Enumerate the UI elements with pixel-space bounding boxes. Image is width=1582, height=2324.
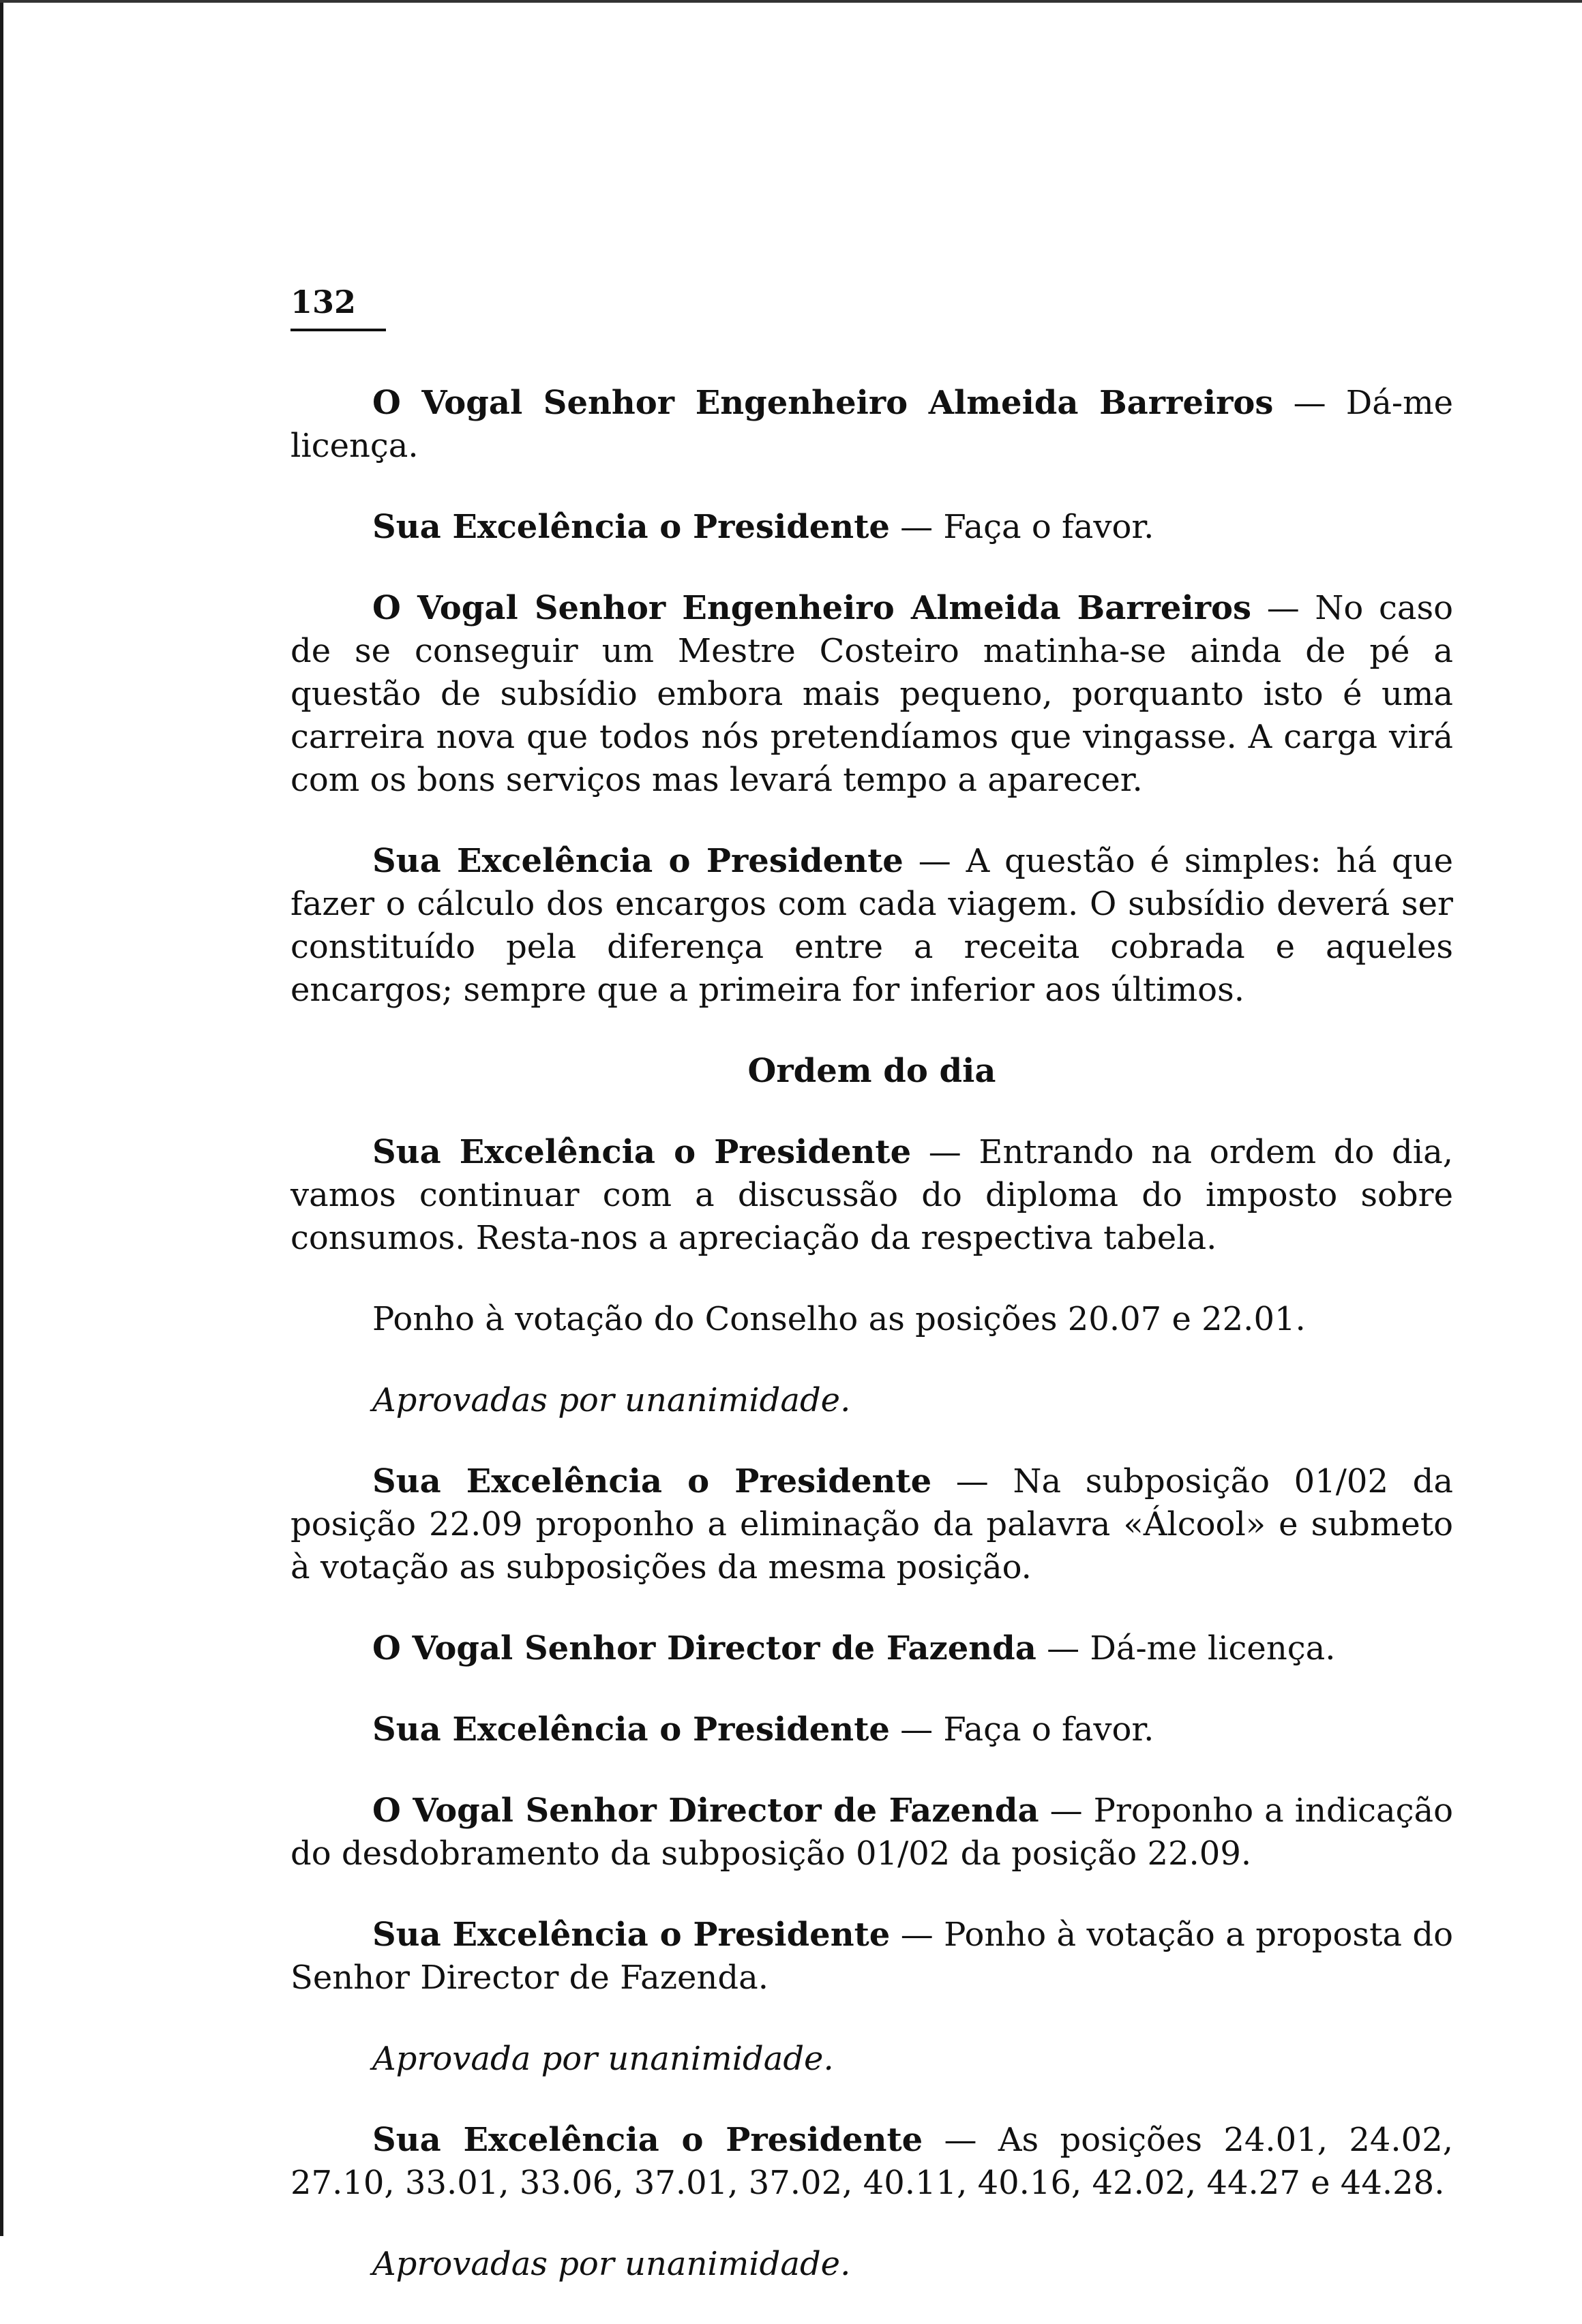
speech-text: — As posições 24.01, 24.02, 27.10, 33.01, 33.06, 37.01, 37.02, 40.11, 40.16, 42.02, 44.27 e 44.28. [290, 2121, 1454, 2202]
speech-text: — Ponho à votação a proposta do Senhor Director de Fazenda. [290, 1916, 1453, 1997]
vote-result: Aprovadas por unanimidade. [372, 1381, 851, 1419]
speech-text: — Proponho a indicação do desdobramento da subposição 01/02 da posição 22.09. [290, 1792, 1454, 1873]
speech-text: — Faça o favor. [889, 1710, 1154, 1749]
speaker-name: Sua Excelência o Presidente [372, 2121, 923, 2159]
paragraph: Ponho à votação do Conselho as posições 20.07 e 22.01. [372, 1300, 1306, 1338]
speaker-name: O Vogal Senhor Engenheiro Almeida Barreiros [372, 589, 1252, 627]
vote-result: Aprovadas por unanimidade. [372, 2245, 851, 2283]
paragraph [290, 1790, 1453, 1875]
paragraph [290, 382, 1453, 468]
page-left-edge [0, 0, 3, 2236]
speaker-name: O Vogal Senhor Engenheiro Almeida Barreiros [372, 384, 1274, 422]
paragraph [290, 1914, 1453, 1999]
page-top-edge [0, 0, 1582, 3]
paragraph [290, 1460, 1453, 1589]
speech-text: — Dá-me licença. [290, 384, 1453, 465]
speaker-name: O Vogal Senhor Director de Fazenda [372, 1792, 1039, 1830]
speech-text: — Dá-me licença. [1036, 1629, 1336, 1667]
speech-text: — Faça o favor. [889, 508, 1154, 546]
paragraph [290, 840, 1453, 1012]
paragraph [290, 2119, 1453, 2205]
speech-text: — Entrando na ordem do dia, vamos continuar com a discussão do diploma do imposto sobre consumos. Resta-nos a apreciação da respectiva tabela. [290, 1133, 1453, 1257]
speech-text: — No caso de se conseguir um Mestre Costeiro matinha-se ainda de pé a questão de subsídio embora mais pequeno, porquanto isto é uma carreira nova que todos nós pretendíamos que vingasse. A carga virá com os bons serviços mas levará tempo a aparecer. [290, 589, 1454, 799]
speech-text: — A questão é simples: há que fazer o cálculo dos encargos com cada viagem. O subsídio deverá ser constituído pela diferença entre a receita cobrada e aqueles encargos; sempre que a primeira for inferior aos últimos. [290, 842, 1454, 1009]
section-heading: Ordem do dia [747, 1052, 996, 1090]
document-body [290, 382, 1453, 2324]
speaker-name: Sua Excelência o Presidente [372, 508, 890, 546]
page-number: 132 [290, 282, 386, 331]
speaker-name: O Vogal Senhor Director de Fazenda [372, 1629, 1036, 1667]
paragraph [290, 1131, 1453, 1260]
speaker-name: Sua Excelência o Presidente [372, 1916, 891, 1954]
paragraph [290, 1627, 1453, 1670]
paragraph [290, 587, 1453, 802]
speaker-name: Sua Excelência o Presidente [372, 1710, 890, 1749]
paragraph [290, 1708, 1453, 1751]
paragraph [290, 506, 1453, 549]
speaker-name: Sua Excelência o Presidente [372, 1462, 932, 1500]
speech-text: — Na subposição 01/02 da posição 22.09 proponho a eliminação da palavra «Álcool» e submeto à votação as subposições da mesma posição. [290, 1462, 1454, 1586]
speaker-name: Sua Excelência o Presidente [372, 842, 904, 880]
vote-result: Aprovada por unanimidade. [372, 2040, 834, 2078]
speaker-name: Sua Excelência o Presidente [372, 1133, 912, 1171]
